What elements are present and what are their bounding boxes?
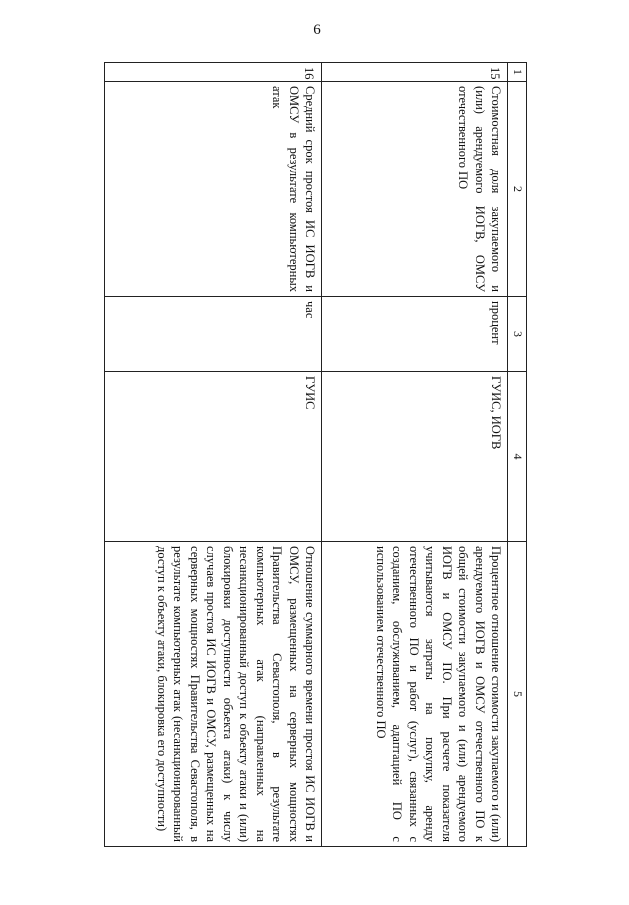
column-number: 3 bbox=[508, 297, 527, 372]
calculation-method: Отношение суммарного времени простоя ИС ИОГВ и ОМСУ, размещенных на серверных мощностях Правительства Севастополя, в результате компьютерных атак (направленных на несанкционированный доступ к объекту атаки и (или) блокировки доступности объекта атаки) к числу случаев простоя ИС ИОГВ и ОМСУ, размещенных на серверных мощностях Правительства Севастополя, в результате компьютерных атак (несанкционированный доступ к объекту атаки, блокировка его доступности) bbox=[105, 542, 322, 847]
data-source: ГУИС, ИОГВ bbox=[322, 372, 508, 542]
row-number: 15 bbox=[322, 63, 508, 82]
unit-of-measure: час bbox=[105, 297, 322, 372]
column-number: 5 bbox=[508, 542, 527, 847]
calculation-method: Процентное отношение стоимости закупаемого и (или) арендуемого ИОГВ и ОМСУ отечественного ПО к общей стоимости закупаемого и (или) арендуемого ИОГВ и ОМСУ ПО. При расчете показателя учитываются затраты на покупку, аренду отечественного ПО и работ (услуг), связанных с созданием, обслуживанием, адаптацией ПО с использованием отечественного ПО bbox=[322, 542, 508, 847]
column-number: 4 bbox=[508, 372, 527, 542]
table-row bbox=[322, 63, 508, 847]
column-number: 1 bbox=[508, 63, 527, 82]
row-number: 16 bbox=[105, 63, 322, 82]
page-number: 6 bbox=[313, 22, 321, 38]
column-number-row bbox=[508, 63, 527, 847]
data-source: ГУИС bbox=[105, 372, 322, 542]
column-number: 2 bbox=[508, 82, 527, 297]
table-row bbox=[105, 63, 322, 847]
indicator-name: Средний срок простоя ИС ИОГВ и ОМСУ в результате компьютерных атак bbox=[105, 82, 322, 297]
unit-of-measure: процент bbox=[322, 297, 508, 372]
indicator-name: Стоимостная доля закупаемого и (или) арендуемого ИОГВ, ОМСУ отечественного ПО bbox=[322, 82, 508, 297]
